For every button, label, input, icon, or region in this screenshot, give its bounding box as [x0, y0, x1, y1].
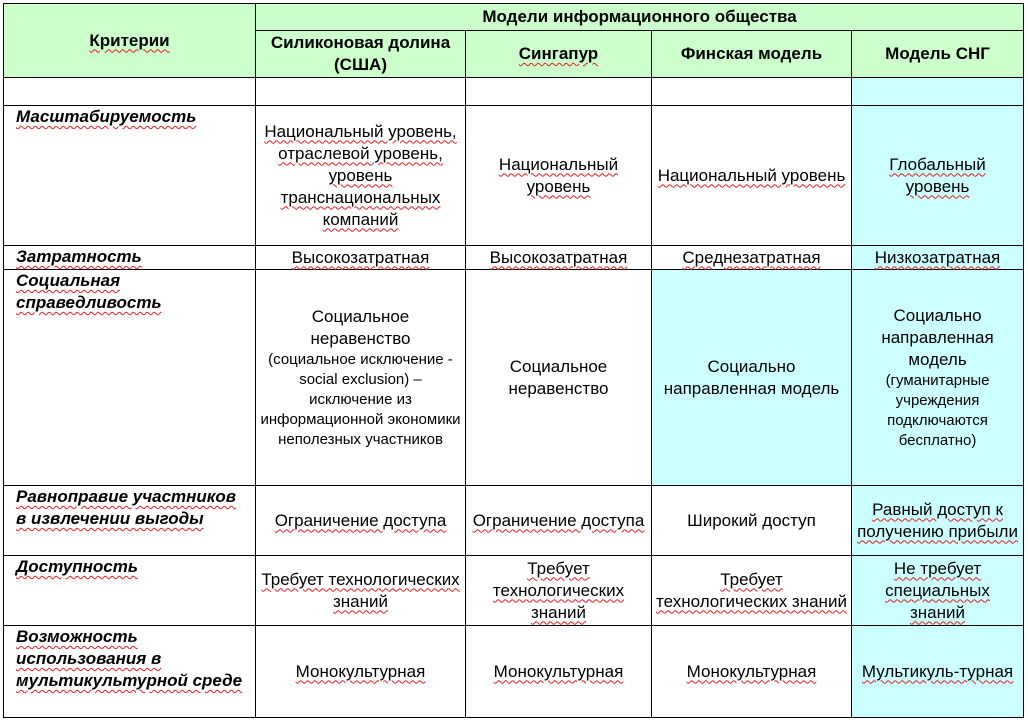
cell-value: Глобальный уровень — [852, 106, 1024, 246]
cell-value: Социально направленная модель — [652, 270, 852, 486]
cell-value: Монокультурная — [652, 626, 852, 718]
criterion-scalability: Масштабируемость — [4, 106, 256, 246]
table-row — [4, 106, 1024, 246]
cell-value: Монокультурная — [466, 626, 652, 718]
header-col-finland: Финская модель — [652, 31, 852, 78]
table-row — [4, 270, 1024, 486]
criterion-social-justice: Социальная справедливость — [4, 270, 256, 486]
header-col-cis: Модель СНГ — [852, 31, 1024, 78]
cell-value: Требует технологических знаний — [652, 556, 852, 626]
criterion-cost: Затратность — [4, 246, 256, 270]
cell-value: Высокозатратная — [466, 246, 652, 270]
table-row — [4, 556, 1024, 626]
criterion-accessibility: Доступность — [4, 556, 256, 626]
table-row — [4, 246, 1024, 270]
cell-value: Низкозатратная — [852, 246, 1024, 270]
cell-value: Мультикуль-турная — [852, 626, 1024, 718]
table-row — [4, 486, 1024, 556]
cell-value: Требует технологических знаний — [256, 556, 466, 626]
criterion-equality: Равноправие участников в извлечении выгоды — [4, 486, 256, 556]
cell-value: Широкий доступ — [652, 486, 852, 556]
cell-note: (социальное исключение - social exclusion) – исключение из информационной экономики неполезных участников — [260, 350, 461, 448]
cell-value: Национальный уровень — [652, 106, 852, 246]
cell-value: Ограничение доступа — [466, 486, 652, 556]
table-row-empty — [4, 78, 1024, 106]
header-group: Модели информационного общества — [256, 4, 1024, 31]
cell-value: Ограничение доступа — [256, 486, 466, 556]
cell-note: (гуманитарные учреждения подключаются бесплатно) — [885, 371, 990, 449]
cell-value: Среднезатратная — [652, 246, 852, 270]
cell-value: Социальное неравенство (социальное исключение - social exclusion) – исключение из информационной экономики неполезных участников — [256, 270, 466, 486]
empty-cell — [4, 78, 256, 106]
cell-value: Равный доступ к получению прибыли — [852, 486, 1024, 556]
cell-value: Социальное неравенство — [466, 270, 652, 486]
cell-value: Требует технологических знаний — [466, 556, 652, 626]
empty-cell — [256, 78, 466, 106]
header-col-usa: Силиконовая долина (США) — [256, 31, 466, 78]
cell-value: Национальный уровень, отраслевой уровень, уровень транснациональных компаний — [256, 106, 466, 246]
models-comparison-table — [3, 3, 1024, 718]
cell-value: Монокультурная — [256, 626, 466, 718]
table-row — [4, 626, 1024, 718]
empty-cell — [466, 78, 652, 106]
cell-value: Высокозатратная — [256, 246, 466, 270]
empty-cell — [652, 78, 852, 106]
cell-value: Социально направленная модель (гуманитарные учреждения подключаются бесплатно) — [852, 270, 1024, 486]
header-col-singapore: Сингапур — [466, 31, 652, 78]
criterion-multicultural: Возможность использования в мультикультурной среде — [4, 626, 256, 718]
header-criteria: Критерии — [4, 4, 256, 78]
cell-value: Не требует специальных знаний — [852, 556, 1024, 626]
empty-cell — [852, 78, 1024, 106]
cell-value: Национальный уровень — [466, 106, 652, 246]
